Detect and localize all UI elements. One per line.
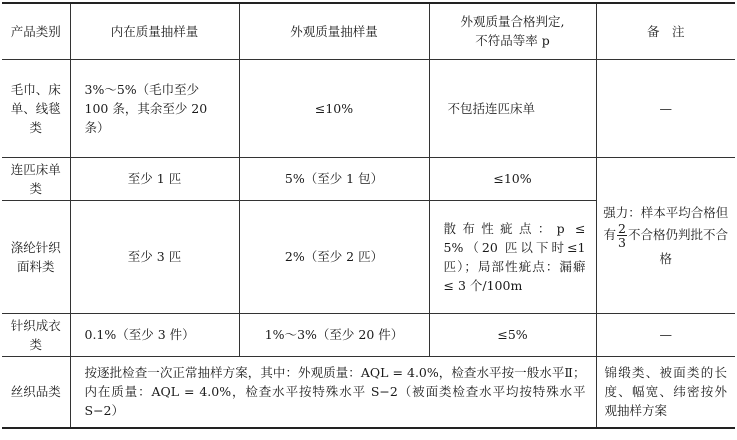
- cell-judgement: ≤10%: [429, 157, 596, 200]
- fraction-numerator: 2: [618, 220, 626, 236]
- cell-category: 毛巾、床单、线毯类: [2, 59, 70, 157]
- cell-appearance: 1%～3%（至少 20 件）: [239, 313, 429, 356]
- cell-category: 涤纶针织面料类: [2, 200, 70, 313]
- cell-internal: 3%～5%（毛巾至少 100 条，其余至少 20 条）: [70, 59, 239, 157]
- header-judgement-line1: 外观质量合格判定,: [460, 14, 565, 30]
- cell-category: 针织成衣类: [2, 313, 70, 356]
- header-judgement: [429, 3, 596, 59]
- cell-category: 丝织品类: [2, 356, 70, 428]
- cell-remark-strength: [596, 157, 735, 313]
- sampling-table: [2, 2, 735, 429]
- cell-remark: —: [596, 59, 735, 157]
- table-row: [2, 356, 735, 428]
- remark-text-post: 不合格仍判批不合格: [627, 226, 728, 266]
- table-header-row: [2, 3, 735, 59]
- cell-judgement: 散布性疵点：p ≤ 5%（20 匹以下时≤1 匹）；局部性疵点：漏癖 ≤ 3 个/100m: [429, 200, 596, 313]
- cell-appearance: ≤10%: [239, 59, 429, 157]
- table-row: [2, 157, 735, 200]
- cell-appearance: 2%（至少 2 匹）: [239, 200, 429, 313]
- cell-appearance: 5%（至少 1 包）: [239, 157, 429, 200]
- cell-category: 连匹床单类: [2, 157, 70, 200]
- two-thirds-fraction: [617, 222, 627, 249]
- header-judgement-line2: 不符品等率 p: [475, 33, 550, 49]
- cell-remark: 锦缎类、被面类的长度、幅宽、纬密按外观抽样方案: [596, 356, 735, 428]
- cell-internal: 至少 3 匹: [70, 200, 239, 313]
- cell-judgement: 不包括连匹床单: [429, 59, 596, 157]
- cell-internal: 0.1%（至少 3 件）: [70, 313, 239, 356]
- header-remark: 备 注: [596, 3, 735, 59]
- header-appearance-sample: 外观质量抽样量: [239, 3, 429, 59]
- cell-remark: —: [596, 313, 735, 356]
- header-category: 产品类别: [2, 3, 70, 59]
- remark-text-pre: 强力：样本平均合格但有: [603, 204, 729, 242]
- cell-judgement: ≤5%: [429, 313, 596, 356]
- fraction-denominator: 3: [618, 234, 626, 250]
- cell-internal: 至少 1 匹: [70, 157, 239, 200]
- table-row: [2, 59, 735, 157]
- cell-merged-scheme: 按逐批检查一次正常抽样方案，其中：外观质量：AQL = 4.0%，检查水平按一般水平Ⅱ；内在质量：AQL = 4.0%，检查水平按特殊水平 S−2（被面类检查水平均按特殊水平 S−2）: [70, 356, 596, 428]
- table-row: [2, 313, 735, 356]
- header-internal-sample: 内在质量抽样量: [70, 3, 239, 59]
